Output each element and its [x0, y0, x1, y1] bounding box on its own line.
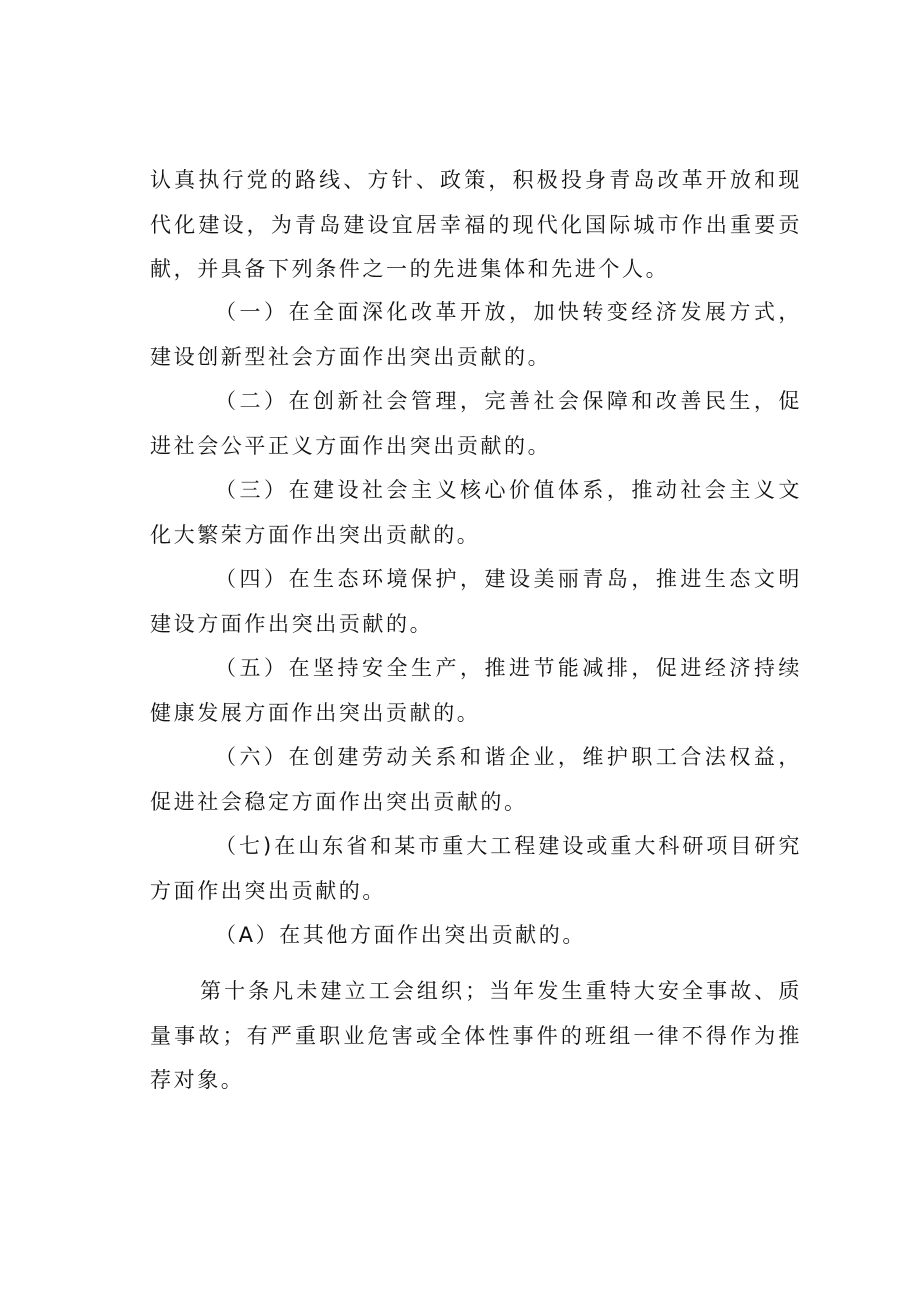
condition-item-7: （七)在山东省和某市重大工程建设或重大科研项目研究方面作出突出贡献的。	[150, 834, 802, 903]
condition-item-8: （A）在其他方面作出突出贡献的。	[215, 923, 586, 947]
intro-paragraph: 认真执行党的路线、方针、政策，积极投身青岛改革开放和现代化建设，为青岛建设宜居幸福的现代化国际城市作出重要贡献，并具备下列条件之一的先进集体和先进个人。	[150, 168, 802, 281]
condition-item-1: （一）在全面深化改革开放，加快转变经济发展方式，建设创新型社会方面作出突出贡献的。	[150, 300, 802, 369]
conditions-list	[150, 290, 802, 958]
condition-item-3: （三）在建设社会主义核心价值体系，推动社会主义文化大繁荣方面作出突出贡献的。	[150, 478, 802, 547]
condition-item-6: （六）在创建劳动关系和谐企业，维护职工合法权益，促进社会稳定方面作出突出贡献的。	[150, 745, 802, 814]
article-10-paragraph: 第十条凡未建立工会组织；当年发生重特大安全事故、质量事故；有严重职业危害或全体性事件的班组一律不得作为推荐对象。	[150, 979, 802, 1092]
condition-item-5: （五）在坚持安全生产，推进节能减排，促进经济持续健康发展方面作出突出贡献的。	[150, 656, 802, 725]
condition-item-4: （四）在生态环境保护，建设美丽青岛，推进生态文明建设方面作出突出贡献的。	[150, 567, 802, 636]
condition-item-2: （二）在创新社会管理，完善社会保障和改善民生，促进社会公平正义方面作出突出贡献的。	[150, 389, 802, 458]
